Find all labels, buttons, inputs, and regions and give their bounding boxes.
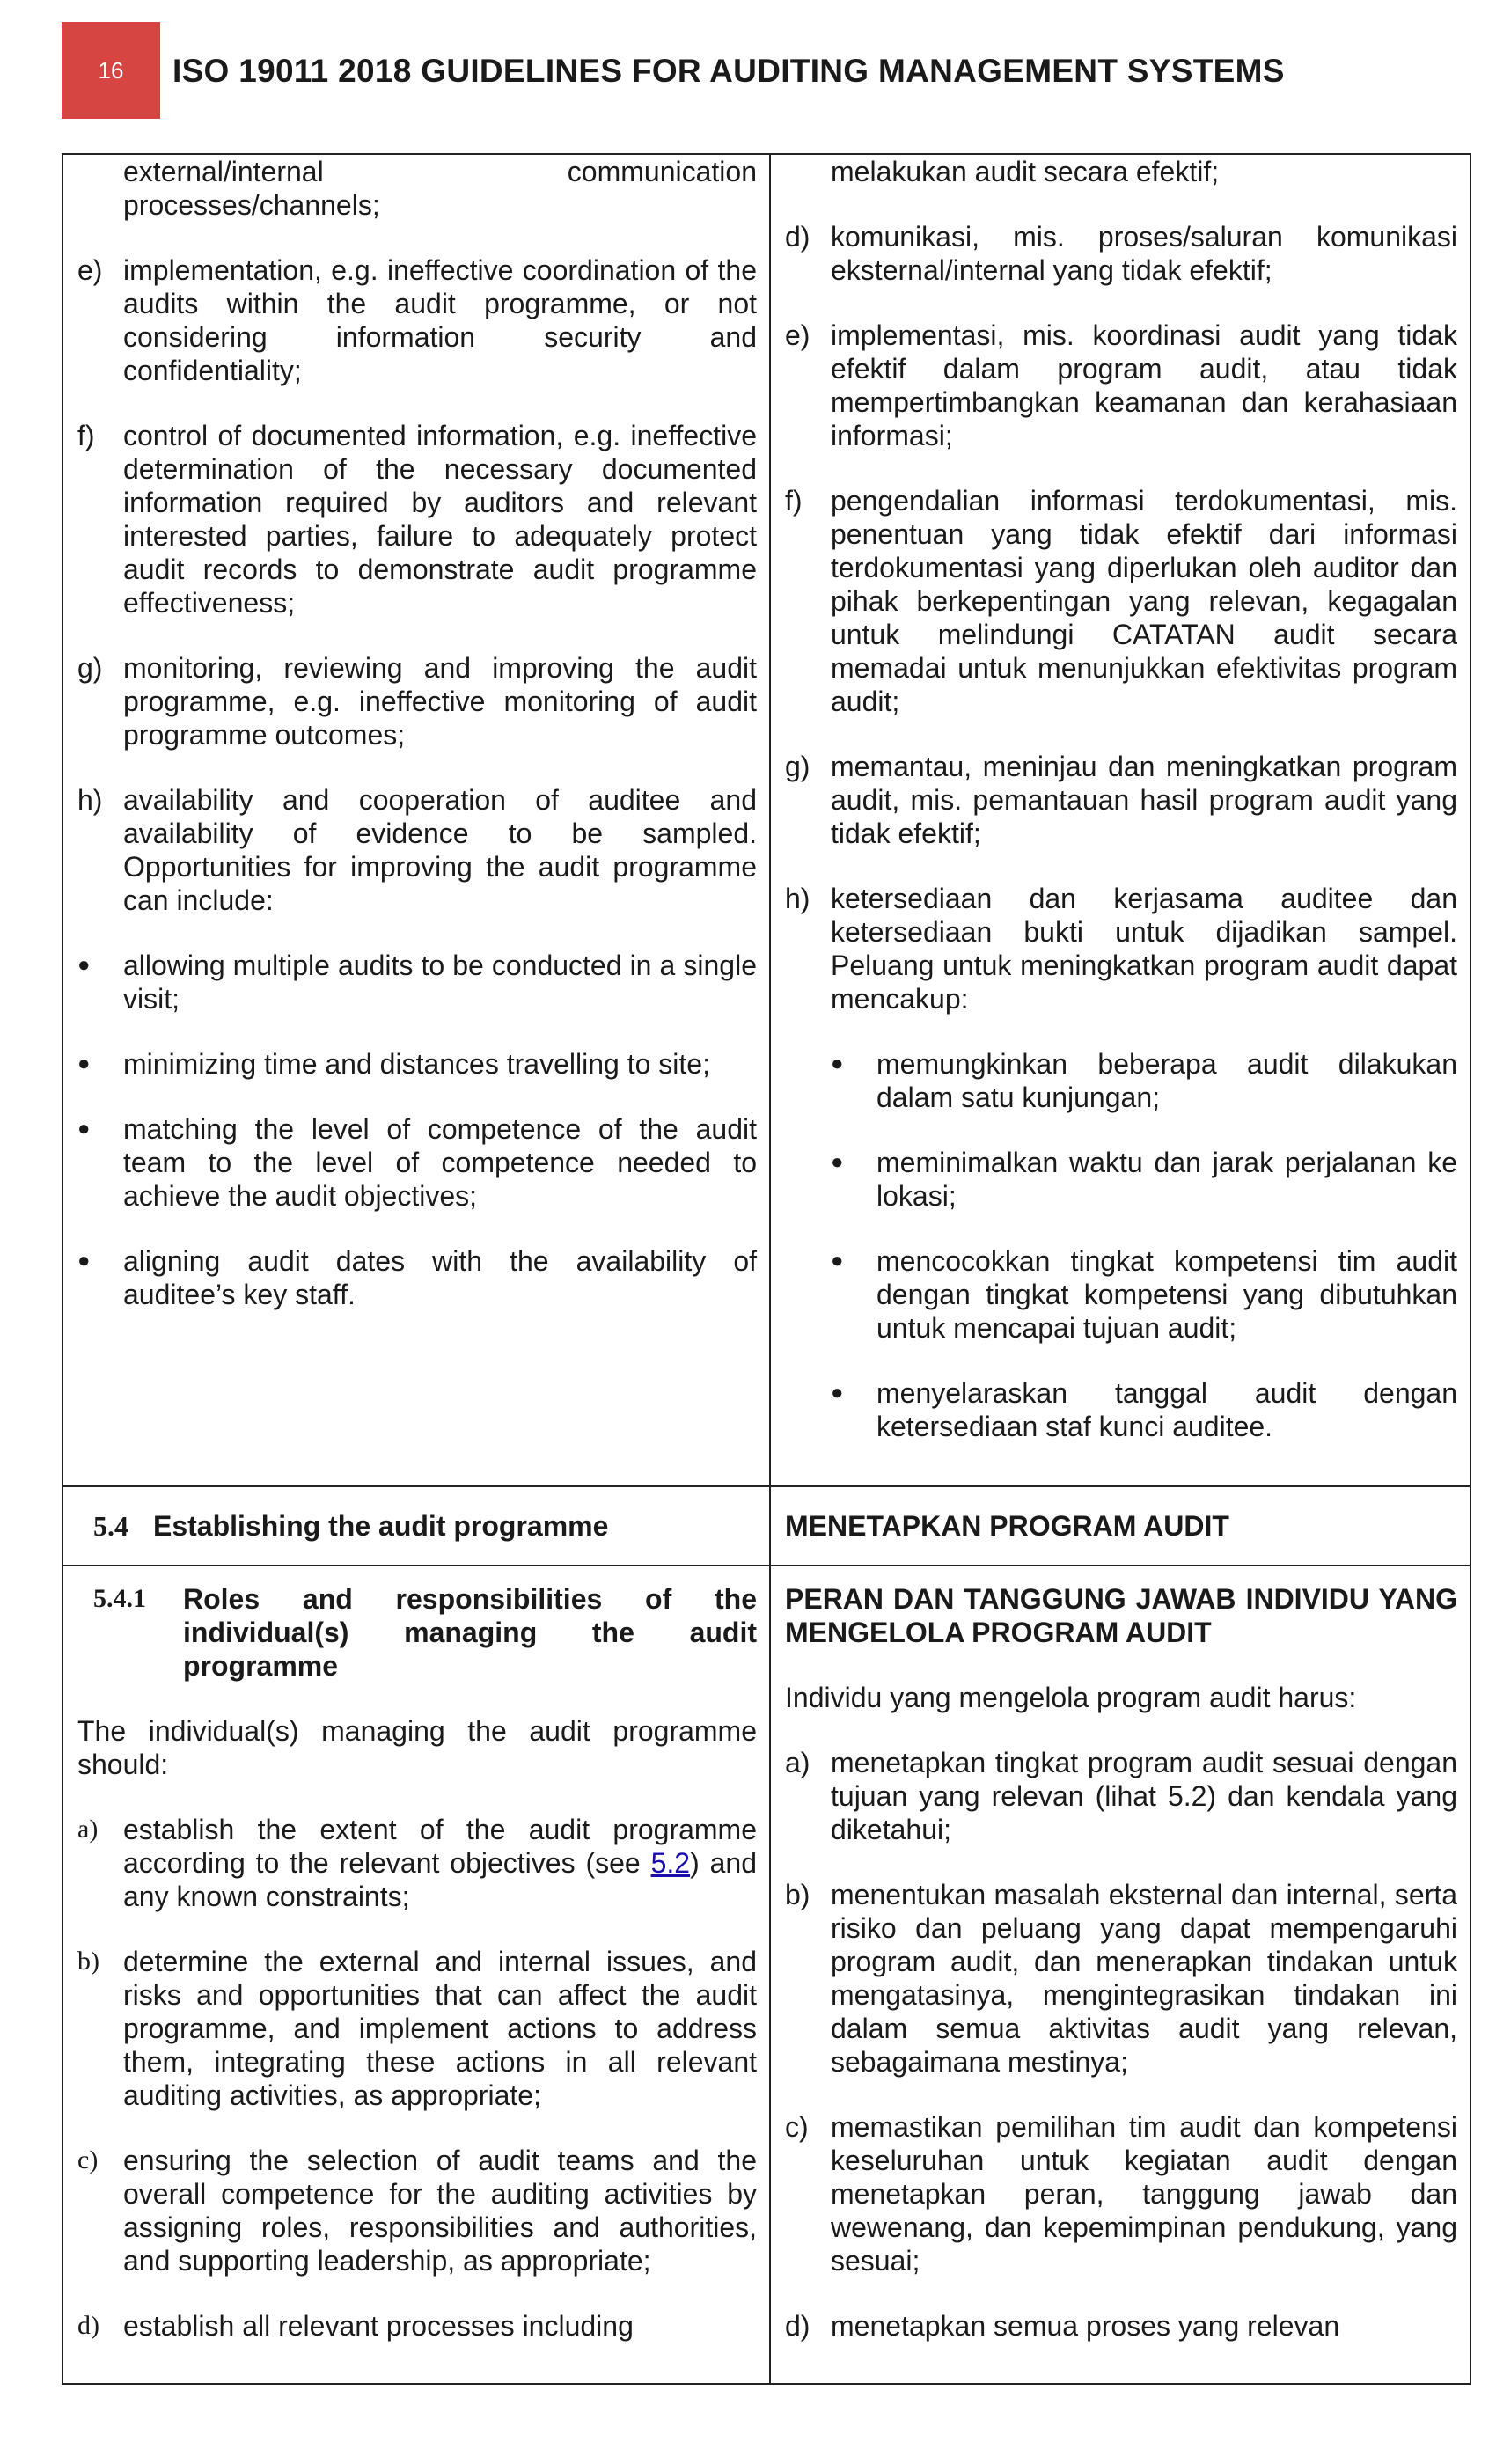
bullet-icon: ● (831, 1150, 844, 1174)
bullet-icon: ● (77, 1117, 91, 1140)
table-row (63, 155, 1470, 1487)
list-text: determine the external and internal issues, and risks and opportunities that can affect the audit programme, and implement actions to address them, integrating these actions in all relevant auditing activities, as appropriate; (123, 1946, 757, 2111)
section-heading-english (63, 1487, 771, 1565)
list-marker: a) (785, 1747, 810, 1778)
list-text: implementasi, mis. koordinasi audit yang tidak efektif dalam program audit, atau tidak mempertimbangkan keamanan dan kerahasiaan informasi; (831, 319, 1457, 451)
bullet-item (77, 949, 757, 1016)
intro-paragraph: Individu yang mengelola program audit harus: (785, 1682, 1357, 1713)
list-marker: c) (77, 2145, 99, 2174)
list-item (785, 750, 1457, 850)
bullet-text: menyelaraskan tanggal audit dengan ketersediaan staf kunci auditee. (876, 1377, 1457, 1442)
indonesian-column (771, 155, 1470, 1485)
list-marker: a) (77, 1815, 99, 1844)
list-item (785, 220, 1457, 287)
section-title-translation: MENETAPKAN PROGRAM AUDIT (785, 1510, 1229, 1542)
section-heading-indonesian (771, 1487, 1470, 1565)
bullet-icon: ● (77, 1052, 91, 1075)
list-text: control of documented information, e.g. ineffective determination of the necessary documented information required by auditors and relevant interested parties, failure to adequately protect audit records to demonstrate audit programme effectiveness; (123, 420, 757, 619)
list-item (785, 1746, 1457, 1846)
list-text: komunikasi, mis. proses/saluran komunikasi eksternal/internal yang tidak efektif; (831, 221, 1457, 286)
english-column (63, 155, 771, 1485)
document-title: ISO 19011 2018 GUIDELINES FOR AUDITING MANAGEMENT SYSTEMS (172, 53, 1285, 89)
subsection-title-translation: PERAN DAN TANGGUNG JAWAB INDIVIDU YANG MENGELOLA PROGRAM AUDIT (785, 1583, 1457, 1648)
bullet-item (77, 1112, 757, 1213)
list-text: establish all relevant processes including (123, 2310, 634, 2342)
page-header (0, 0, 1496, 132)
list-item (77, 2309, 757, 2343)
subsection-heading (77, 1582, 757, 1683)
list-item (77, 253, 757, 387)
list-marker: h) (785, 883, 810, 914)
list-marker: d) (785, 2310, 810, 2342)
bullet-item (831, 1376, 1457, 1443)
bullet-text: mencocokkan tingkat kompetensi tim audit dengan tingkat kompetensi yang dibutuhkan untuk mencapai tujuan audit; (876, 1245, 1457, 1344)
list-item (77, 1945, 757, 2112)
table-row (63, 1566, 1470, 2383)
list-text: monitoring, reviewing and improving the audit programme, e.g. ineffective monitoring of audit programme outcomes; (123, 652, 757, 751)
indonesian-column (771, 1566, 1470, 2383)
list-marker: f) (77, 420, 95, 451)
list-item (785, 2309, 1457, 2343)
list-item (77, 651, 757, 752)
list-marker: g) (785, 751, 810, 782)
list-item (77, 2144, 757, 2277)
bullet-icon: ● (77, 953, 91, 977)
list-marker: b) (77, 1947, 99, 1976)
list-item (77, 783, 757, 917)
list-marker: d) (785, 221, 810, 253)
bullet-text: meminimalkan waktu dan jarak perjalanan ke lokasi; (876, 1147, 1457, 1212)
list-text: menetapkan tingkat program audit sesuai dengan tujuan yang relevan (lihat 5.2) dan kendala yang diketahui; (831, 1747, 1457, 1845)
bullet-text: matching the level of competence of the audit team to the level of competence needed to achieve the audit objectives; (123, 1113, 757, 1212)
list-item (785, 1878, 1457, 2079)
section-title: Establishing the audit programme (153, 1510, 609, 1542)
list-text: availability and cooperation of auditee and availability of evidence to be sampled. Opportunities for improving the audit programme can include: (123, 784, 757, 916)
list-text: establish the extent of the audit programme according to the relevant objectives (see 5.2) and any known constraints; (123, 1814, 758, 1912)
english-column (63, 1566, 771, 2383)
section-heading-row (63, 1487, 1470, 1566)
list-item (785, 882, 1457, 1016)
subsection-title: Roles and responsibilities of the individual(s) managing the audit programme (183, 1583, 757, 1682)
bullet-item (77, 1047, 757, 1081)
bullet-text: minimizing time and distances travelling to site; (123, 1048, 710, 1080)
list-marker: h) (77, 784, 103, 816)
list-marker: d) (77, 2311, 99, 2340)
list-marker: f) (785, 485, 803, 517)
list-text: memastikan pemilihan tim audit dan kompetensi keseluruhan untuk kegiatan audit dengan menetapkan peran, tanggung jawab dan wewenang, dan kepemimpinan pendukung, yang sesuai; (831, 2111, 1457, 2277)
list-item (77, 419, 757, 620)
list-marker: c) (785, 2111, 809, 2143)
list-text: ensuring the selection of audit teams and the overall competence for the auditing activities by assigning roles, responsibilities and authorities, and supporting leadership, as appropriate; (123, 2145, 757, 2277)
bullet-icon: ● (77, 1249, 91, 1272)
section-link[interactable]: 5.2 (650, 1847, 691, 1879)
bullet-item (831, 1146, 1457, 1213)
bullet-text: allowing multiple audits to be conducted in a single visit; (123, 950, 757, 1015)
continuation-text: melakukan audit secara efektif; (831, 156, 1220, 187)
section-number: 5.4 (93, 1510, 128, 1542)
list-text: implementation, e.g. ineffective coordination of the audits within the audit programme, or not considering information security and confidentiality; (123, 254, 757, 386)
bullet-icon: ● (831, 1249, 844, 1272)
list-text: ketersediaan dan kerjasama auditee dan ketersediaan bukti untuk dijadikan sampel. Peluang untuk meningkatkan program audit dapat mencakup: (831, 883, 1457, 1015)
list-item (785, 319, 1457, 452)
list-text: menetapkan semua proses yang relevan (831, 2310, 1340, 2342)
list-item (77, 1813, 757, 1913)
intro-paragraph: The individual(s) managing the audit programme should: (77, 1715, 757, 1780)
bullet-item (831, 1244, 1457, 1345)
list-marker: g) (77, 652, 103, 684)
list-text: menentukan masalah eksternal dan internal, serta risiko dan peluang yang dapat mempengaruhi program audit, dan menerapkan tindakan untuk mengatasinya, mengintegrasikan tindakan ini dalam semua aktivitas audit yang relevan, sebagaimana mestinya; (831, 1879, 1457, 2078)
list-item (785, 484, 1457, 718)
bullet-item (831, 1047, 1457, 1114)
subsection-number: 5.4.1 (93, 1584, 146, 1613)
continuation-text: external/internal communication processes/channels; (123, 156, 757, 221)
list-item (785, 2110, 1457, 2277)
bullet-icon: ● (831, 1052, 844, 1075)
bullet-item (77, 1244, 757, 1311)
bullet-text: memungkinkan beberapa audit dilakukan dalam satu kunjungan; (876, 1048, 1457, 1113)
bilingual-table (62, 153, 1471, 2385)
bullet-text: aligning audit dates with the availability of auditee’s key staff. (123, 1245, 757, 1310)
list-marker: e) (77, 254, 103, 286)
page-number-badge: 16 (62, 22, 160, 119)
list-marker: b) (785, 1879, 810, 1910)
list-text: pengendalian informasi terdokumentasi, mis. penentuan yang tidak efektif dari informasi terdokumentasi yang diperlukan oleh auditor dan pihak berkepentingan yang relevan, kegagalan untuk melindungi CATATAN audit secara memadai untuk menunjukkan efektivitas program audit; (831, 485, 1457, 717)
list-marker: e) (785, 319, 810, 351)
bullet-icon: ● (831, 1381, 844, 1404)
list-text: memantau, meninjau dan meningkatkan program audit, mis. pemantauan hasil program audit yang tidak efektif; (831, 751, 1457, 849)
